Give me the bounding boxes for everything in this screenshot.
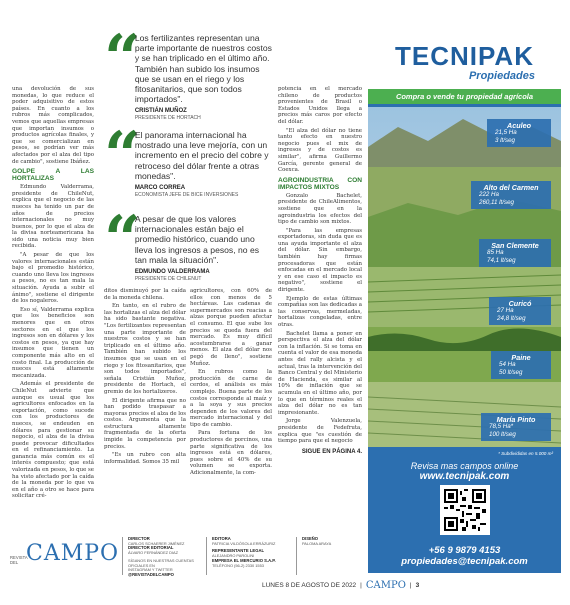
parcel-card[interactable] — [491, 351, 551, 379]
col2-para: En tanto, en el rubro de las hortalizas el alza del dólar ha sido bastante negativa. "Los fertilizantes representan una parte importante de nuestros costos y se han triplicado en el último año. También han subido los insumos que se usan en el riego y los fitosanitarios, que son todos importados", señala Cristián Muñoz, presidente de Hortach, el gremio de los hortalizeros. — [104, 303, 186, 395]
article-column-3 — [190, 288, 272, 479]
parcel-card[interactable] — [471, 181, 551, 209]
parcel-card[interactable] — [479, 239, 551, 267]
col2-para: "Es un rubro con alta informalidad. Somos 35 mil — [104, 452, 186, 465]
tecnipak-logo — [368, 33, 561, 89]
credits-design: DISEÑO PALOMA ARAYA — [302, 536, 332, 546]
page-number: 3 — [415, 582, 420, 589]
quote-text: A pesar de que los valores internacionales están bajo el promedio histórico, cuando uno lleva los ingresos a pesos, no es tan mala la situación". — [134, 214, 260, 265]
section-heading-hortalizas: GOLPE A LAS HORTALIZAS — [12, 168, 94, 183]
website-block[interactable] — [368, 461, 561, 482]
divider — [296, 537, 297, 575]
quote-mark-icon: “ — [104, 202, 135, 277]
parcel-water: 24,8 lt/seg — [497, 314, 526, 322]
parcel-water: 3 lt/seg — [495, 136, 515, 144]
article-column-2 — [104, 288, 186, 467]
page-footer-line — [262, 580, 419, 591]
col4-intro: potencia en el mercado chileno de productos provenientes de Brasil o Estados Unidos llega a precios más caros por efecto del dólar. — [278, 86, 362, 125]
parcel-area: 54 Ha — [499, 361, 516, 369]
parcel-area: 222 Ha — [479, 191, 499, 199]
quote-mark-icon: “ — [104, 118, 135, 193]
parcel-name: Alto del Carmen — [483, 183, 539, 192]
col2-para: ditos disminuyó por la caída de la moneda chilena. — [104, 288, 186, 301]
quote-role: PRESIDENTE DE HORTACH — [134, 115, 201, 122]
divider: | — [409, 582, 412, 589]
logo-text: CAMPO — [26, 541, 120, 566]
parcel-name: San Clemente — [491, 241, 539, 250]
quote-name: MARCO CORREA — [134, 185, 186, 192]
quote-text: Los fertilizantes representan una parte importante de nuestros costos y se han triplicado en el último año. También han subido los insumos que se usan en el riego y los fitosanitarios, que son todos importados". — [134, 33, 272, 105]
divider — [122, 537, 123, 575]
col4-para: Gonzalo Bachelet, presidente de ChileAlimentos, sostiene que en la agroindustria los efectos del tipo de cambio son mixtos. — [278, 192, 362, 226]
contact-block[interactable] — [368, 545, 561, 567]
mini-logo: CAMPO — [365, 580, 406, 591]
email-address[interactable]: propiedades@tecnipak.com — [401, 556, 528, 567]
continued-notice: SIGUE EN PÁGINA 4. — [301, 448, 362, 455]
brand-subtitle: Propiedades — [468, 70, 535, 82]
parcel-card[interactable] — [489, 297, 551, 325]
ad-tagline: Compra o vende tu propiedad agrícola — [368, 89, 561, 104]
parcel-area: 21,5 Ha — [495, 129, 517, 137]
parcel-name: María Pinto — [496, 415, 536, 424]
parcel-area: 27 Ha — [497, 307, 514, 315]
parcel-area: 78,5 Ha* — [489, 423, 514, 431]
credits-editorial: EDITORA PATRICIA VILDÓSOLA ERRÁZURIZ REPRESENTANTE LEGAL ALEJANDRO PAROLINI EMPRESA EL MERCURIO S.A.P. TELÉFONO (56-2) 2330 1553 — [212, 536, 276, 568]
col4-para: Jorge Valenzuela, presidente de Fedefruta, explica que "es cuestión de tiempo para que el negocio — [278, 418, 362, 445]
parcel-card[interactable] — [481, 413, 551, 441]
col4-para: "Para las empresas exportadoras, sin duda que es una ayuda importante el alza del dólar. Sin embargo, también hay firmas procesadoras que están enfocadas en el mercado local y en ese caso el impacto es negativo", sostiene el dirigente. — [278, 227, 362, 294]
parcel-name: Aculeo — [507, 121, 531, 130]
parcel-water: 100 lt/seg — [489, 430, 516, 438]
col1-para: Edmundo Valderrama, presidente de ChileNut, explica que el negocio de las nueces ha tenido un par de años de precios internacionales no muy buenos, por lo que el alza de la divisa norteamericana ha sido una noticia muy bien recibida. — [12, 184, 94, 250]
quote-name: CRISTIÁN MUÑOZ — [134, 108, 187, 115]
pull-quote-valderrama — [104, 202, 272, 283]
qr-code-icon[interactable] — [440, 485, 490, 535]
quote-mark-icon: “ — [104, 21, 135, 96]
parcel-name: Curicó — [508, 299, 532, 308]
section-heading-agroindustria: AGROINDUSTRIA CON IMPACTOS MIXTOS — [278, 176, 362, 191]
quote-name: EDMUNDO VALDERRAMA — [134, 269, 210, 276]
quote-role: PRESIDENTE DE CHILENUT — [134, 276, 202, 283]
parcel-card[interactable] — [487, 119, 551, 147]
col2-para: El dirigente afirma que no han podido traspasar a mayoras precios el alza de los costos. Argumenta que la estructura altamente fragmentada de la oferta impide la competencia por precios. — [104, 397, 186, 450]
masthead-footer — [10, 533, 365, 578]
col4-intro: "El alza del dólar no tiene tanto efecto en nuestro negocio pues el mix de ingresos y de costos es similar", afirma Guillermo García, gerente general de Coexca. — [278, 127, 362, 174]
quote-role: ECONOMISTA JEFE DE BICE INVERSIONES — [134, 192, 239, 199]
divider: | — [360, 582, 362, 589]
credits-directors: DIRECTOR CARLOS SCHAERER JIMÉNEZ DIRECTOR EDITORIAL ÁLVARO FERNÁNDEZ DIAZ SÍGANOS EN NUESTRAS CUENTAS OFICIALES EN INSTAGRAM Y TWITTER @REVISTADELCAMPO — [128, 536, 194, 577]
subdivision-note: * Subdivididas en 5.000 m² — [498, 451, 553, 456]
col1-para: "A pesar de que los valores internacionales están bajo el promedio histórico, cuando uno lleva los ingresos a pesos, no es tan mala la situación. Ayuda a subir el ánimo", sostiene el dirigente de los nogaleros. — [12, 252, 94, 305]
parcel-water: 74,1 lt/seg — [487, 256, 516, 264]
issue-date: LUNES 8 DE AGOSTO DE 2022 — [262, 582, 357, 589]
pull-quote-munoz — [104, 21, 272, 122]
parcel-area: 85 Ha — [487, 249, 504, 257]
col4-para: Bachelet llama a poner en perspectiva el alza del dólar con la inflación. Si se toma en cuenta el valor de esa moneda antes del rally alcista y el actual, tras la intervención del Banco Central y del Ministerio de Hacienda, es similar al 10% de inflación que se acumula en el último año, por lo que en términos reales el alza del dólar no es tan impresionante. — [278, 330, 362, 416]
article-column-1 — [12, 86, 94, 502]
col1-intro: una devolución de sus monedas, lo que reduce el poder adquisitivo de estos países. En cuanto a los rubros más complicados, vemos que aquellas empresas que importan insumos o productos agrícolas finales, y que se comercializan en pesos, se podrían ver más afectados por el alza del tipo de cambio", sostiene Ibáñez. — [12, 86, 94, 165]
parcel-water: 50 lt/seg — [499, 368, 523, 376]
col1-para: Además el presidente de ChileNut advierte que aunque es usual que los agricultores enfocados en la exportación, como sucede con los productores de nueces, se endeuden en dólares para gestionar su negocio, el alza de la divisa puede provocar dificultades en el refinanciamiento. La ganancia más común es el interés compuesto; que está valorizada en pesos, lo que se ha visto afectado por la caída de la moneda por lo que va en el año a otro se hace para solicitar cré- — [12, 381, 94, 500]
col4-para: Ejemplo de estas últimas compañías son las dedicadas a las conservas, mermeladas, hortalizas congeladas, entre otras. — [278, 295, 362, 328]
col1-para: Eso sí, Valderrama explica que los beneficios son menores que en otros sectores en el que los ingresos son en dólares y los costos en pesos, ya que hay insumos que tienen un componente más alto en el costo final. La producción de nueces está altamente mecanizada. — [12, 306, 94, 379]
brand-name: TECNIPAK — [395, 41, 534, 71]
logo-prefix: REVISTA DEL — [10, 555, 28, 565]
parcel-name: Paine — [511, 353, 531, 362]
col3-para: agricultores, con 60% de ellos con menos de 5 hectáreas. Las cadenas de supermercados son reacias a alzas porque pueden afectar el consumo. El que sube los precios se queda fuera del mercado. Es muy difícil acostumbrarse a ganar menos. El alza del dólar nos pegó de lleno", sostiene Muñoz. — [190, 288, 272, 367]
phone-number[interactable]: +56 9 9879 4153 — [428, 545, 501, 556]
website-link[interactable]: www.tecnipak.com — [419, 471, 510, 482]
website-caption: Revisa mas campos online — [410, 461, 519, 471]
col3-para: Para fortuna de los productores de porcinos, una parte significativa de los ingresos está en dólares, pues sobre el 40% de su volumen se exporta. Adicionalmente, la com- — [190, 430, 272, 477]
quote-text: El panorama internacional ha mostrado una leve mejoría, con un incremento en el precio del cobre y retroceso del dólar frente a otras monedas". — [134, 130, 269, 181]
farm-landscape-photo — [368, 107, 561, 447]
parcel-water: 260,11 lt/seg — [479, 198, 514, 206]
divider — [206, 537, 207, 575]
tecnipak-advertisement[interactable] — [368, 33, 561, 573]
article-column-4 — [278, 86, 362, 455]
col3-para: En rubros como la producción de carne de cerdos, el análisis es más complejo. Buena parte de los costos corresponde al maíz y a la soya y sus precios dependen de los valores del mercado internacional y del tipo de cambio. — [190, 369, 272, 428]
